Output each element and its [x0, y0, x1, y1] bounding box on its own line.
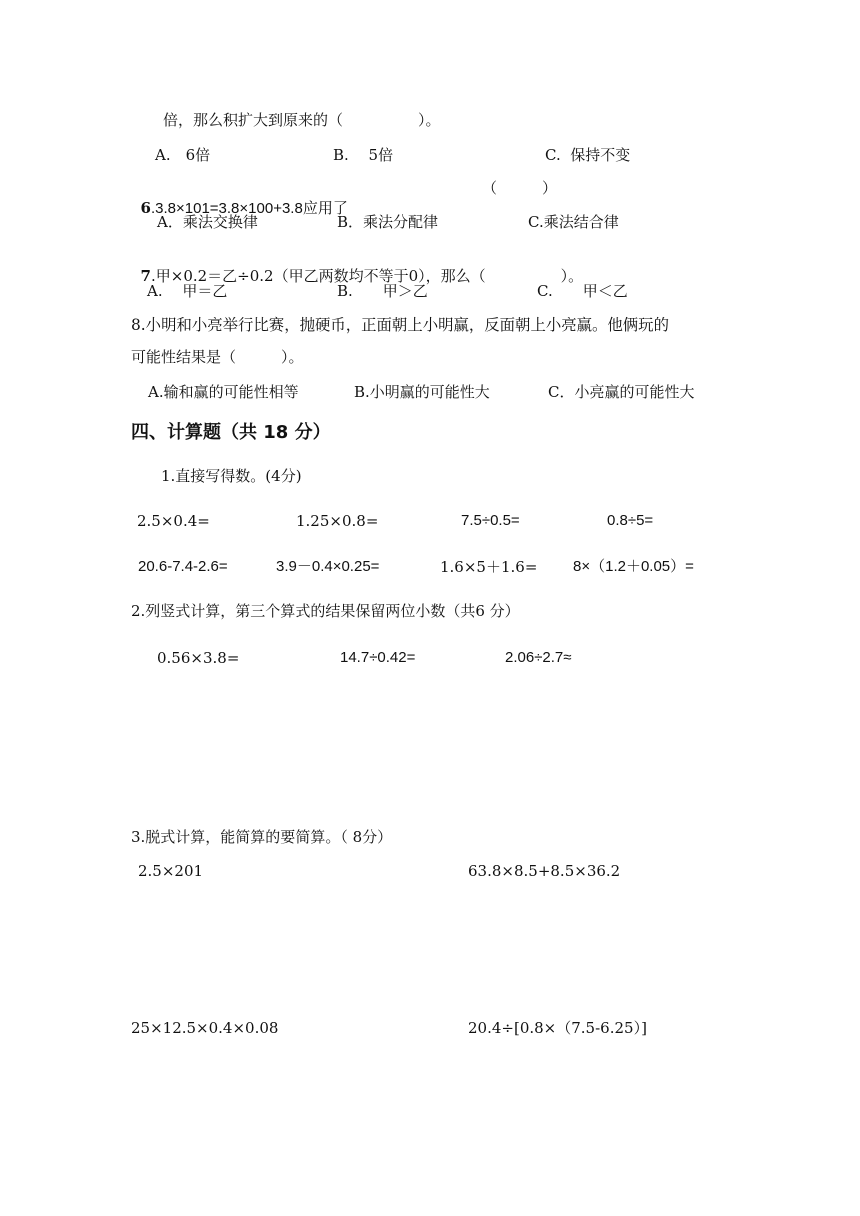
q6-text: 应用了 [302, 199, 348, 217]
q8-option-a: A.输和赢的可能性相等 [148, 383, 299, 401]
q8-option-c: C．小亮赢的可能性大 [548, 383, 695, 401]
q8-line1: 8.小明和小亮举行比赛，抛硬币，正面朝上小明赢，反面朝上小亮赢。他俩玩的 [131, 316, 669, 334]
q7-text: .甲×0.2＝乙÷0.2（甲乙两数均不等于0），那么（ ）。 [150, 267, 584, 285]
q7-number: 7 [140, 267, 151, 285]
q7-option-c: C. 甲＜乙 [537, 282, 628, 300]
q5-option-a: A. 6倍 [155, 146, 211, 164]
q7-option-b: B. 甲＞乙 [337, 282, 428, 300]
part1-row2-item4: 8×（1.2＋0.05）= [573, 558, 694, 575]
part1-row2-item2: 3.9－0.4×0.25= [276, 558, 380, 575]
part1-row2-item1: 20.6-7.4-2.6= [138, 558, 228, 575]
q5-option-c: C. 保持不变 [545, 146, 631, 164]
q8-option-b: B.小明赢的可能性大 [354, 383, 490, 401]
part1-row1-item4: 0.8÷5= [607, 512, 654, 529]
part3-item3: 25×12.5×0.4×0.08 [131, 1019, 279, 1037]
q8-line2: 可能性结果是（ ）。 [131, 348, 304, 366]
q6-blank: （ ） [482, 179, 558, 197]
q7-option-a: A. 甲＝乙 [147, 282, 228, 300]
part2-item3: 2.06÷2.7≈ [505, 649, 572, 666]
part3-item2: 63.8×8.5+8.5×36.2 [468, 862, 621, 880]
q5-option-b: B. 5倍 [333, 146, 394, 164]
q5-text: 倍，那么积扩大到原来的（ ）。 [163, 111, 441, 129]
q7-line [131, 246, 583, 286]
part3-title: 3.脱式计算，能简算的要简算。（ 8分） [131, 828, 393, 846]
section-title: 四、计算题（共 18 分） [131, 422, 331, 443]
part3-item1: 2.5×201 [138, 862, 204, 880]
q6-option-a: A．乘法交换律 [157, 213, 258, 231]
part2-title: 2.列竖式计算，第三个算式的结果保留两位小数（共6 分） [131, 602, 520, 620]
part2-item1: 0.56×3.8= [157, 649, 240, 667]
part1-row2-item3: 1.6×5＋1.6= [440, 558, 538, 576]
q6-number: 6 [140, 199, 151, 217]
q6-expression: .3.8×101=3.8×100+3.8 [150, 200, 303, 217]
part3-item4: 20.4÷[0.8×（7.5-6.25）] [468, 1019, 647, 1037]
part1-row1-item1: 2.5×0.4= [137, 512, 210, 530]
part1-row1-item2: 1.25×0.8= [296, 512, 379, 530]
part1-title: 1.直接写得数。(4分) [161, 467, 302, 485]
part2-item2: 14.7÷0.42= [340, 649, 416, 666]
part1-row1-item3: 7.5÷0.5= [461, 512, 520, 529]
q6-option-c: C.乘法结合律 [528, 213, 619, 231]
q6-option-b: B．乘法分配律 [337, 213, 439, 231]
